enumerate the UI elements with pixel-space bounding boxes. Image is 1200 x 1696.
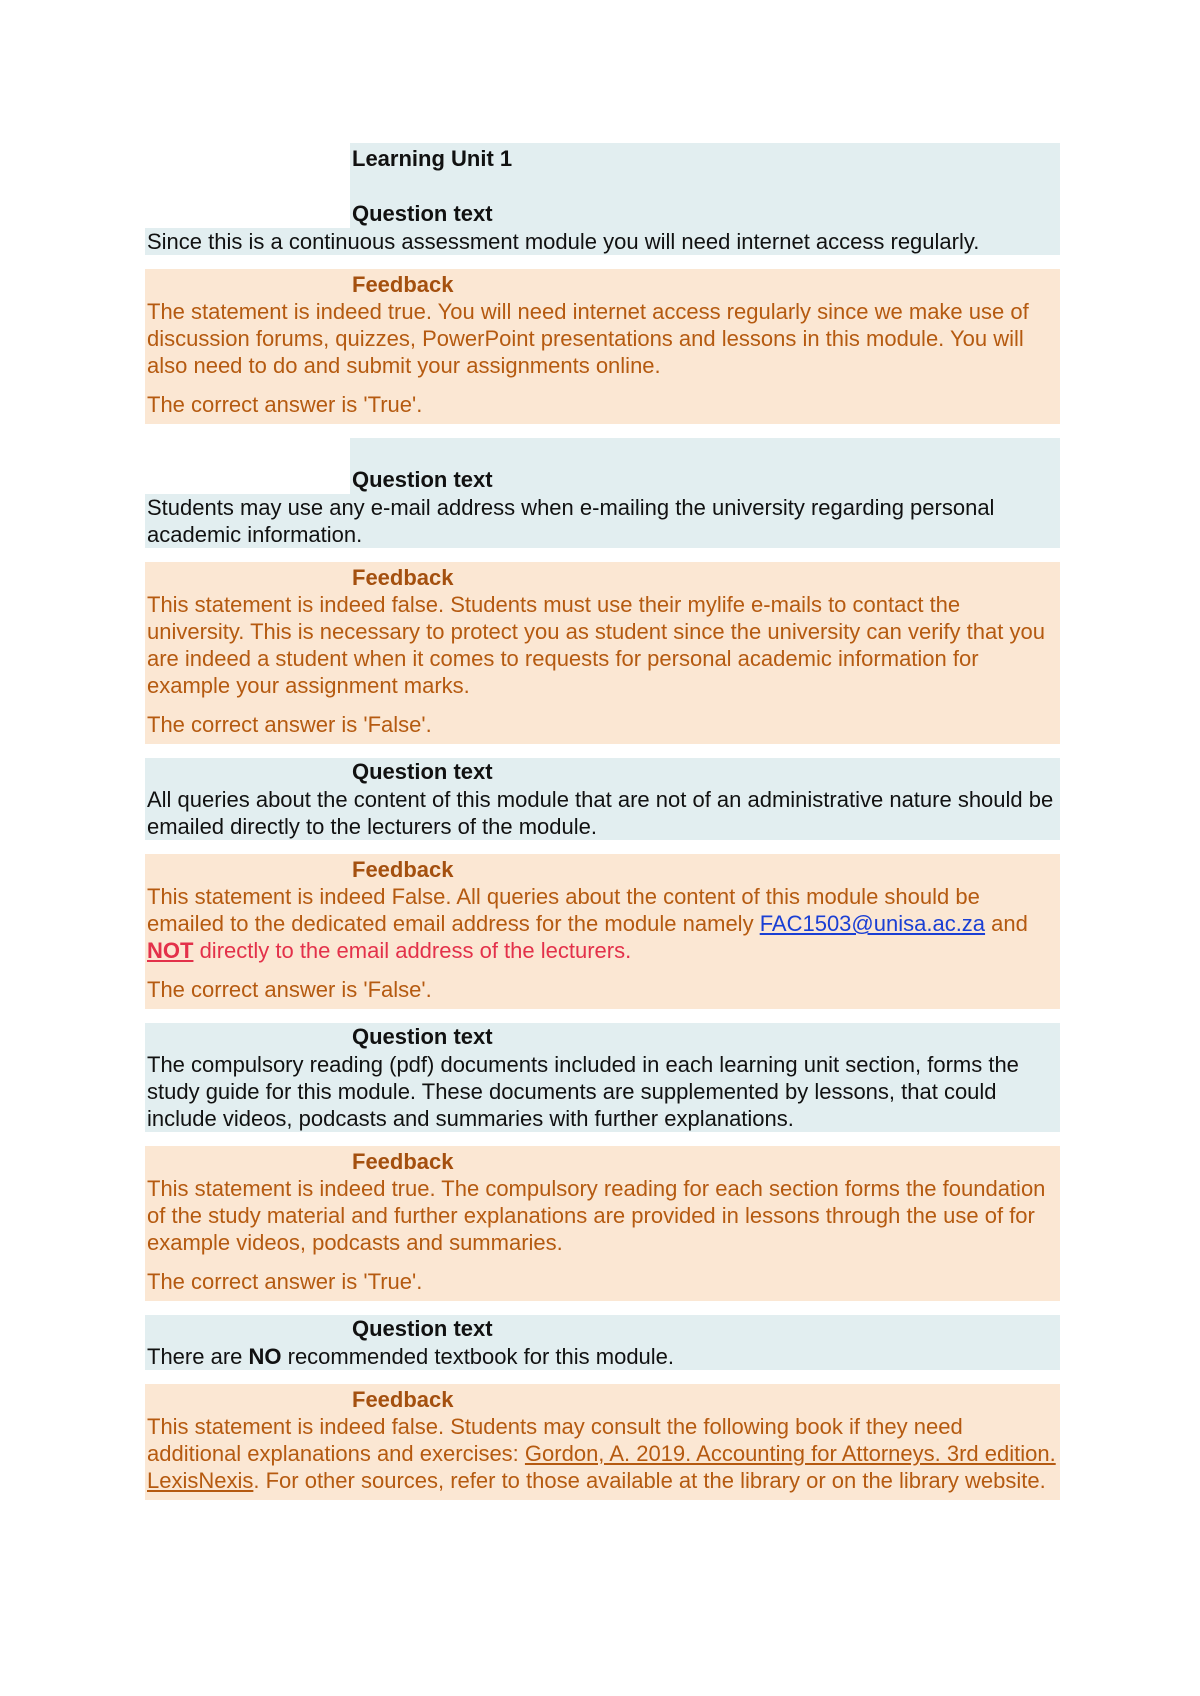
question-text-part: There are — [147, 1344, 249, 1369]
question-block — [145, 143, 1060, 255]
document-content — [145, 143, 1060, 1500]
feedback-block — [145, 854, 1060, 1009]
question-label: Question text — [352, 1316, 493, 1341]
feedback-block — [145, 1384, 1060, 1500]
feedback-block — [145, 269, 1060, 424]
feedback-text-part: and — [985, 911, 1028, 936]
question-text — [145, 1343, 1060, 1370]
feedback-label: Feedback — [352, 272, 454, 297]
question-block — [145, 1315, 1060, 1370]
feedback-text-part: . For other sources, refer to those available at the library or on the library website. — [253, 1468, 1046, 1493]
feedback-text: This statement is indeed true. The compulsory reading for each section forms the foundation of the study material and further explanations are provided in lessons through the use of for example videos, podcasts and summaries. — [147, 1176, 1046, 1255]
feedback-text: This statement is indeed false. Students must use their mylife e-mails to contact the university. This is necessary to protect you as student since the university can verify that you are indeed a student when it comes to requests for personal academic information for example your assignment marks. — [147, 592, 1045, 698]
feedback-label: Feedback — [352, 1387, 454, 1412]
question-block — [145, 438, 1060, 548]
emphasis-text — [147, 938, 631, 963]
feedback-text — [147, 1413, 1056, 1494]
question-text: All queries about the content of this module that are not of an administrative nature should be emailed directly to the lecturers of the module. — [147, 787, 1054, 839]
question-text: The compulsory reading (pdf) documents included in each learning unit section, forms the study guide for this module. These documents are supplemented by lessons, that could include videos, podcasts and summaries with further explanations. — [147, 1052, 1019, 1131]
question-label: Question text — [352, 467, 493, 492]
feedback-text-part: This statement is indeed false. Students may consult the following book if they need additional explanations and exercises: — [147, 1414, 963, 1466]
not-emphasis: NOT — [147, 938, 194, 963]
question-label: Question text — [352, 201, 493, 226]
feedback-label: Feedback — [352, 565, 454, 590]
question-emphasis: NO — [248, 1344, 282, 1369]
question-label: Question text — [352, 759, 493, 784]
feedback-block — [145, 562, 1060, 744]
module-email-link[interactable]: FAC1503@unisa.ac.za — [759, 911, 986, 936]
question-label: Question text — [352, 1024, 493, 1049]
feedback-label: Feedback — [352, 857, 454, 882]
feedback-text — [147, 883, 1056, 964]
feedback-block — [145, 1146, 1060, 1301]
feedback-label: Feedback — [352, 1149, 454, 1174]
question-text-part: recommended textbook for this module. — [281, 1344, 675, 1369]
question-block — [145, 758, 1060, 840]
feedback-text-part: This statement is indeed False. All queries about the content of this module should be emailed to the dedicated email address for the module namely — [147, 884, 980, 936]
correct-answer: The correct answer is 'False'. — [147, 712, 432, 737]
question-text: Students may use any e-mail address when e-mailing the university regarding personal academic information. — [145, 494, 1060, 548]
correct-answer: The correct answer is 'True'. — [147, 392, 423, 417]
correct-answer: The correct answer is 'False'. — [147, 977, 432, 1002]
question-block — [145, 1023, 1060, 1132]
textbook-link[interactable]: Gordon, A. 2019. Accounting for Attorneys. 3rd edition. LexisNexis — [147, 1441, 1056, 1493]
feedback-text-part: directly to the email address of the lecturers. — [193, 938, 632, 963]
feedback-text: The statement is indeed true. You will need internet access regularly since we make use of discussion forums, quizzes, PowerPoint presentations and lessons in this module. You will also need to do and submit your assignments online. — [147, 299, 1029, 378]
question-text: Since this is a continuous assessment module you will need internet access regularly. — [145, 228, 1060, 255]
unit-title: Learning Unit 1 — [352, 146, 513, 171]
correct-answer: The correct answer is 'True'. — [147, 1269, 423, 1294]
